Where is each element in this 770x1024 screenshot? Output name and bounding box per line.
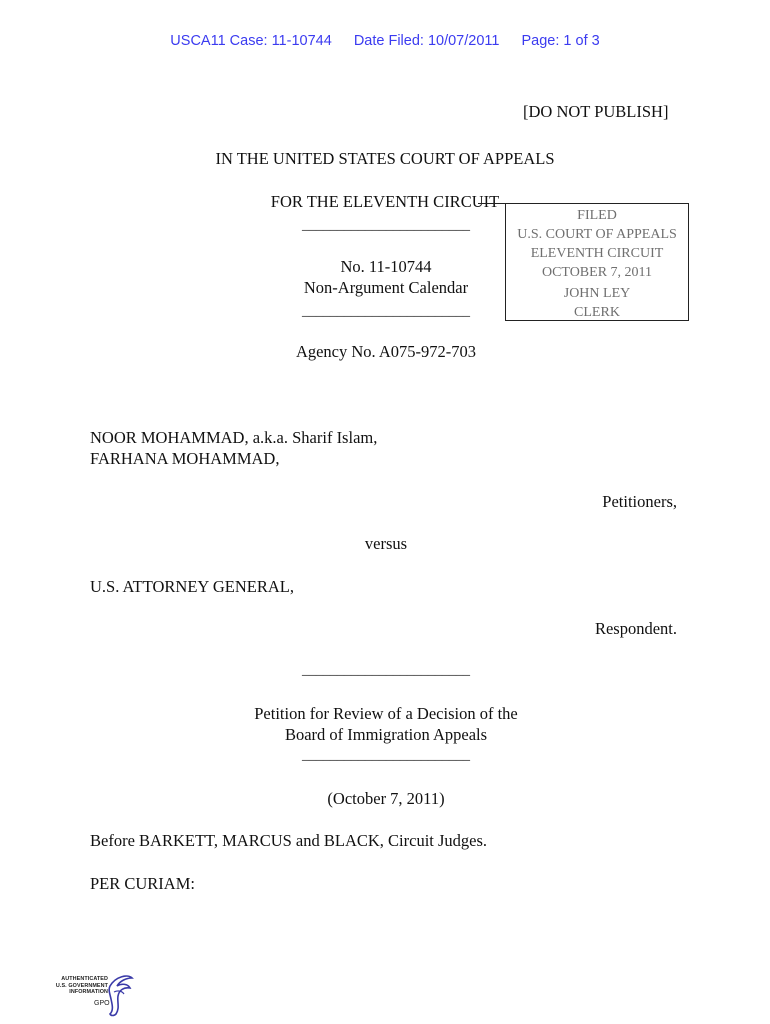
judges-line: Before BARKETT, MARCUS and BLACK, Circuit Judges.	[90, 831, 488, 850]
agency-number: Agency No. A075-972-703	[295, 342, 477, 361]
decision-date: (October 7, 2011)	[327, 789, 445, 808]
stamp-clerk-title: CLERK	[574, 305, 620, 320]
respondent-label: Respondent.	[594, 619, 677, 638]
petitioner-line2: FARHANA MOHAMMAD,	[90, 449, 280, 468]
stamp-connector-line	[478, 203, 506, 204]
calendar-type: Non-Argument Calendar	[303, 278, 469, 297]
separator-rule: ________________________	[302, 663, 470, 678]
court-name-line2: FOR THE ELEVENTH CIRCUIT	[270, 192, 500, 211]
case-number-header: USCA11 Case: 11-10744	[170, 33, 332, 49]
page-count-header: Page: 1 of 3	[521, 33, 600, 49]
stamp-court: U.S. COURT OF APPEALS	[517, 227, 677, 242]
case-number: No. 11-10744	[340, 257, 432, 276]
petitioner-line1: NOOR MOHAMMAD, a.k.a. Sharif Islam,	[90, 428, 378, 447]
per-curiam: PER CURIAM:	[90, 874, 195, 893]
petitioners-label: Petitioners,	[602, 492, 677, 511]
stamp-circuit: ELEVENTH CIRCUIT	[530, 246, 664, 261]
gpo-logo-text	[44, 976, 108, 996]
eagle-icon	[102, 972, 134, 1018]
pacer-header	[0, 33, 770, 49]
petition-line1: Petition for Review of a Decision of the	[254, 704, 518, 723]
gpo-label: GPO	[94, 1000, 110, 1007]
versus-label: versus	[364, 534, 408, 553]
stamp-date: OCTOBER 7, 2011	[541, 265, 653, 280]
date-filed-header: Date Filed: 10/07/2011	[353, 33, 500, 49]
gpo-authentication-logo	[44, 972, 136, 1018]
separator-rule: ________________________	[302, 218, 470, 233]
petition-line2: Board of Immigration Appeals	[284, 725, 488, 744]
court-name-line1: IN THE UNITED STATES COURT OF APPEALS	[215, 149, 555, 168]
separator-rule: ________________________	[302, 304, 470, 319]
gpo-logo-line2: U.S. GOVERNMENT	[55, 982, 108, 989]
stamp-clerk-name: JOHN LEY	[563, 286, 631, 301]
respondent-name: U.S. ATTORNEY GENERAL,	[90, 577, 294, 596]
gpo-logo-line1: AUTHENTICATED	[61, 976, 108, 982]
gpo-logo-line3: INFORMATION	[69, 989, 108, 995]
stamp-filed: FILED	[577, 208, 617, 223]
filed-stamp	[505, 203, 689, 321]
separator-rule: ________________________	[302, 748, 470, 763]
publish-note: [DO NOT PUBLISH]	[523, 102, 669, 121]
